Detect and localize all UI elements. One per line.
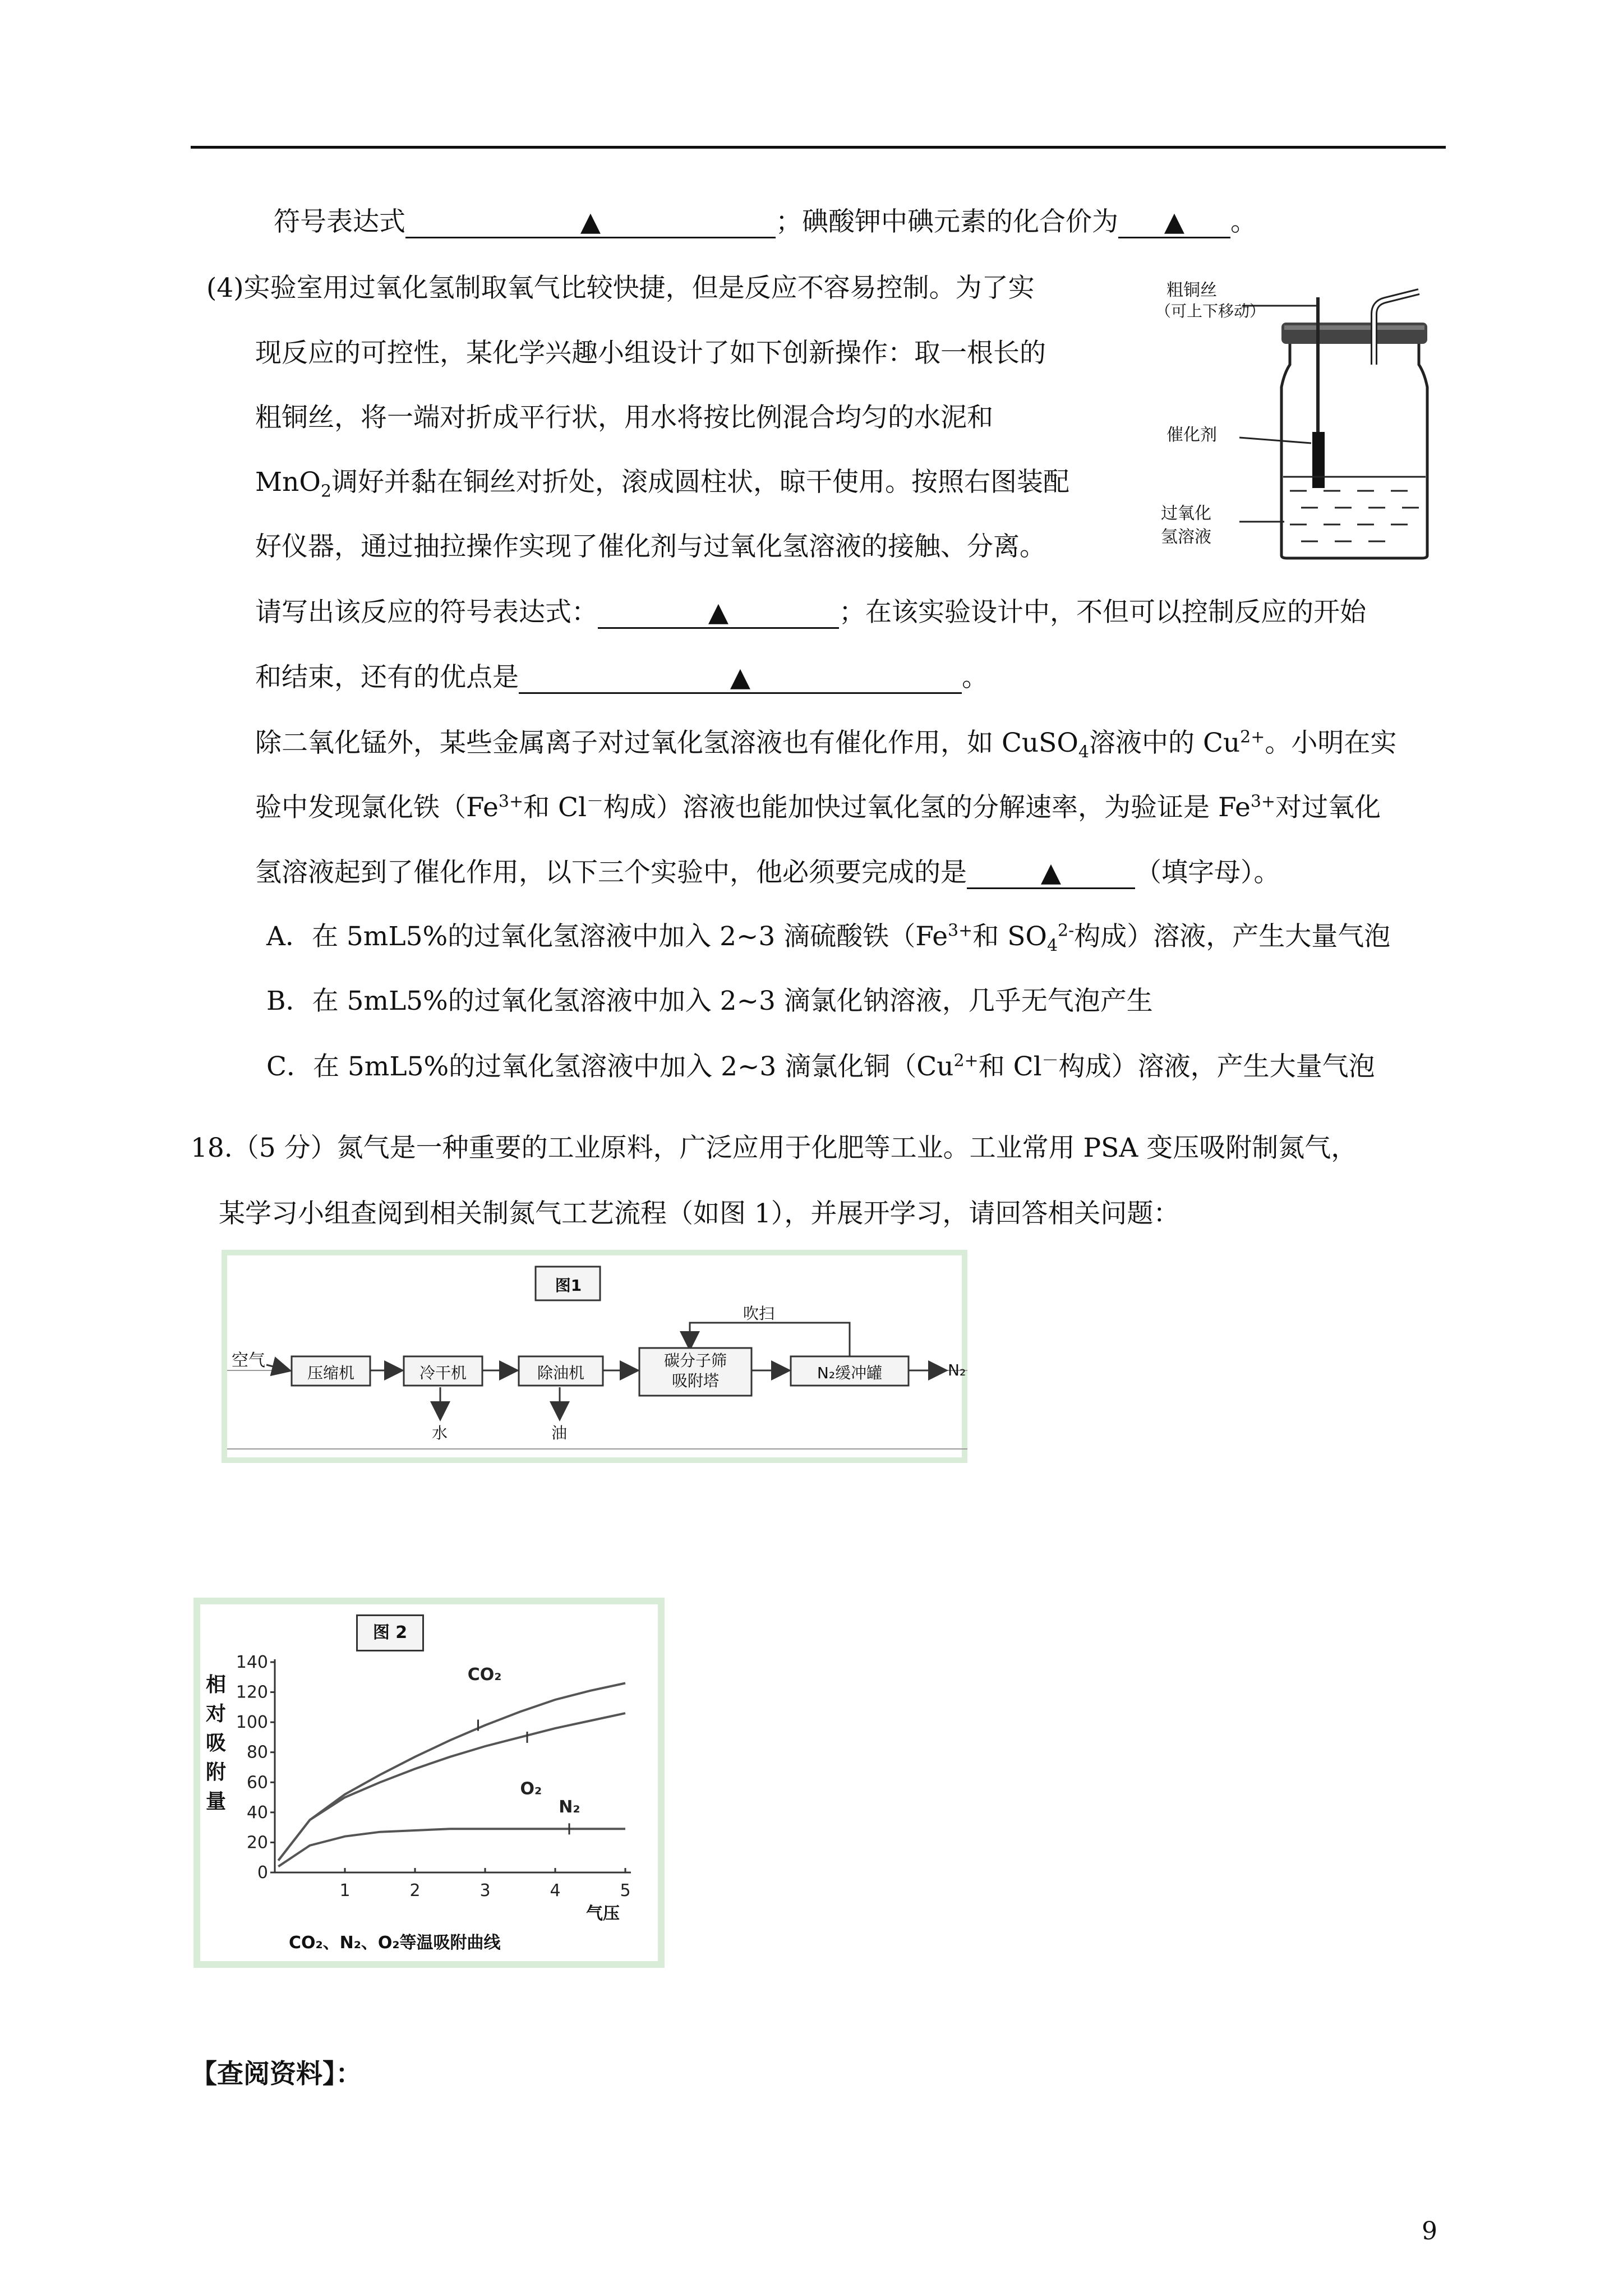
text: A．在 5mL5%的过氧化氢溶液中加入 2~3 滴硫酸铁（Fe (266, 921, 948, 952)
fig1-adsorber (639, 1351, 751, 1391)
ylabel-char: 相 (206, 1673, 227, 1696)
part4-line3: 粗铜丝，将一端对折成平行状，用水将按比例混合均匀的水泥和 (255, 402, 993, 433)
x-tick-label: 3 (479, 1881, 491, 1901)
x-tick-label: 2 (409, 1881, 421, 1901)
fig1-output: N₂ (948, 1361, 966, 1379)
triangle-mark: ▲ (708, 597, 729, 628)
series-line-2 (278, 1829, 625, 1866)
fig1-buffer-tank: N₂缓冲罐 (817, 1364, 883, 1382)
ylabel-char: 对 (206, 1703, 227, 1726)
superscript: 2- (1058, 921, 1075, 941)
q18-line2: 某学习小组查阅到相关制氮气工艺流程（如图 1），并展开学习，请回答相关问题： (219, 1198, 1180, 1229)
y-tick-label: 120 (236, 1682, 268, 1703)
solution-label-2: 氢溶液 (1161, 527, 1211, 547)
text: 。 (962, 662, 988, 693)
q17-tail-line (274, 205, 1257, 239)
series-label-1: O₂ (520, 1779, 542, 1799)
text: 和 Cl (523, 792, 587, 823)
superscript: 2+ (953, 1051, 979, 1071)
part4-line6 (255, 596, 1366, 629)
fig2-title: 图 2 (356, 1614, 424, 1651)
series-line-1 (278, 1713, 625, 1861)
bracket: 【 (191, 2059, 217, 2090)
ylabel-char: 吸 (206, 1732, 227, 1755)
subscript: 2 (320, 481, 332, 501)
triangle-mark: ▲ (580, 206, 601, 237)
fig2-xlabel: 气压 (586, 1904, 620, 1924)
wire-label-note: （可上下移动） (1155, 302, 1266, 320)
option-b[interactable]: B．在 5mL5%的过氧化氢溶液中加入 2~3 滴氯化钠溶液，几乎无气泡产生 (266, 986, 1153, 1016)
triangle-mark: ▲ (730, 662, 751, 693)
q17-text: 符号表达式 (274, 206, 405, 237)
apparatus-figure (1155, 275, 1447, 567)
fig1-input-air: 空气 (232, 1351, 265, 1370)
triangle-mark: ▲ (1040, 857, 1062, 888)
option-a[interactable] (266, 920, 1390, 954)
solution-label-1: 过氧化 (1161, 504, 1211, 523)
ylabel-char: 附 (206, 1761, 227, 1784)
text: 对过氧化 (1275, 792, 1381, 823)
text: 构成）溶液，产生大量气泡 (1058, 1051, 1375, 1082)
text: 调好并黏在铜丝对折处，滚成圆柱状，晾干使用。按照右图装配 (331, 467, 1070, 498)
ylabel-char: 量 (206, 1790, 227, 1813)
subscript: 4 (1078, 742, 1089, 762)
triangle-mark: ▲ (1164, 206, 1185, 237)
text: 和 Cl (978, 1051, 1042, 1082)
fig1-dryer: 冷干机 (419, 1364, 467, 1382)
y-tick-label: 100 (236, 1713, 268, 1733)
q17-text-end: 。 (1230, 206, 1257, 237)
text: 氢溶液起到了催化作用，以下三个实验中，他必须要完成的是 (255, 857, 967, 888)
text: 构成）溶液也能加快过氧化氢的分解速率，为验证是 Fe (603, 792, 1251, 823)
adsorber-line2: 吸附塔 (671, 1372, 719, 1390)
y-tick-label: 20 (246, 1833, 268, 1853)
x-tick-label: 1 (339, 1881, 351, 1901)
wire-label: 粗铜丝 (1166, 280, 1217, 300)
part4-line9 (255, 791, 1381, 825)
part4-line10 (255, 856, 1280, 890)
adsorber-line1: 碳分子筛 (663, 1351, 727, 1370)
superscript: － (587, 792, 604, 812)
text: 构成）溶液，产生大量气泡 (1074, 921, 1391, 952)
answer-blank[interactable] (1118, 208, 1230, 238)
series-line-0 (278, 1683, 625, 1861)
part4-line5: 好仪器，通过抽拉操作实现了催化剂与过氧化氢溶液的接触、分离。 (255, 531, 1046, 562)
text: 请写出该反应的符号表达式： (255, 597, 598, 628)
subscript: 4 (1046, 936, 1058, 956)
part4-line7 (255, 661, 988, 694)
y-tick-label: 60 (246, 1773, 268, 1793)
fig1-title: 图1 (555, 1276, 582, 1295)
superscript: 3+ (498, 792, 524, 812)
fig1-compressor: 压缩机 (307, 1364, 354, 1382)
superscript: 3+ (1250, 792, 1276, 812)
fig1-water: 水 (432, 1424, 448, 1442)
answer-blank[interactable] (598, 598, 839, 629)
fig1-oil-remover: 除油机 (537, 1364, 584, 1382)
part4-line4 (255, 466, 1069, 499)
series-label-0: CO₂ (467, 1665, 502, 1685)
text: C．在 5mL5%的过氧化氢溶液中加入 2~3 滴氯化铜（Cu (266, 1051, 954, 1082)
q17-text-mid: ；碘酸钾中碘元素的化合价为 (776, 206, 1118, 237)
text: （填字母）。 (1135, 857, 1280, 888)
fig2-caption: CO₂、N₂、O₂等温吸附曲线 (289, 1933, 501, 1953)
y-tick-label: 40 (246, 1802, 268, 1823)
superscript: 3+ (948, 921, 973, 941)
superscript: 2+ (1240, 727, 1265, 747)
y-tick-label: 140 (236, 1653, 268, 1672)
text: 和结束，还有的优点是 (255, 662, 519, 693)
x-tick-label: 4 (550, 1881, 561, 1901)
reference-text: 查阅资料 (217, 2059, 322, 2090)
y-tick-label: 0 (257, 1863, 268, 1883)
part4-line1: (4)实验室用过氧化氢制取氧气比较快捷，但是反应不容易控制。为了实 (206, 273, 1035, 303)
page-number: 9 (1422, 2217, 1437, 2246)
colon: ： (335, 2059, 362, 2090)
series-label-2: N₂ (559, 1797, 580, 1817)
text: 验中发现氯化铁（Fe (255, 792, 499, 823)
answer-blank[interactable] (405, 208, 776, 238)
y-tick-label: 80 (246, 1742, 268, 1763)
text: MnO (255, 467, 321, 498)
text: 和 SO (972, 921, 1047, 952)
text: 。小明在实 (1265, 728, 1397, 758)
fig1-oil: 油 (551, 1424, 568, 1442)
option-c[interactable] (266, 1050, 1375, 1084)
catalyst-label: 催化剂 (1166, 425, 1217, 445)
part4-line8 (255, 726, 1396, 760)
superscript: － (1041, 1051, 1059, 1071)
x-tick-label: 5 (620, 1881, 631, 1901)
answer-blank[interactable] (967, 858, 1135, 889)
answer-blank[interactable] (519, 663, 962, 694)
text: 除二氧化锰外，某些金属离子对过氧化氢溶液也有催化作用，如 CuSO (255, 728, 1078, 758)
reference-heading (191, 2058, 362, 2091)
part4-line2: 现反应的可控性，某化学兴趣小组设计了如下创新操作：取一根长的 (255, 338, 1046, 369)
bracket: 】 (322, 2059, 336, 2090)
adsorption-chart-figure (193, 1598, 665, 1968)
text: 溶液中的 Cu (1089, 728, 1241, 758)
q18-line1: 18.（5 分）氮气是一种重要的工业原料，广泛应用于化肥等工业。工业常用 PSA 变压吸附制氮气， (191, 1133, 1358, 1163)
process-flow-figure (222, 1250, 967, 1463)
fig1-purge: 吹扫 (743, 1304, 775, 1323)
header-rule (191, 146, 1446, 149)
text: ；在该实验设计中，不但可以控制反应的开始 (839, 597, 1366, 628)
